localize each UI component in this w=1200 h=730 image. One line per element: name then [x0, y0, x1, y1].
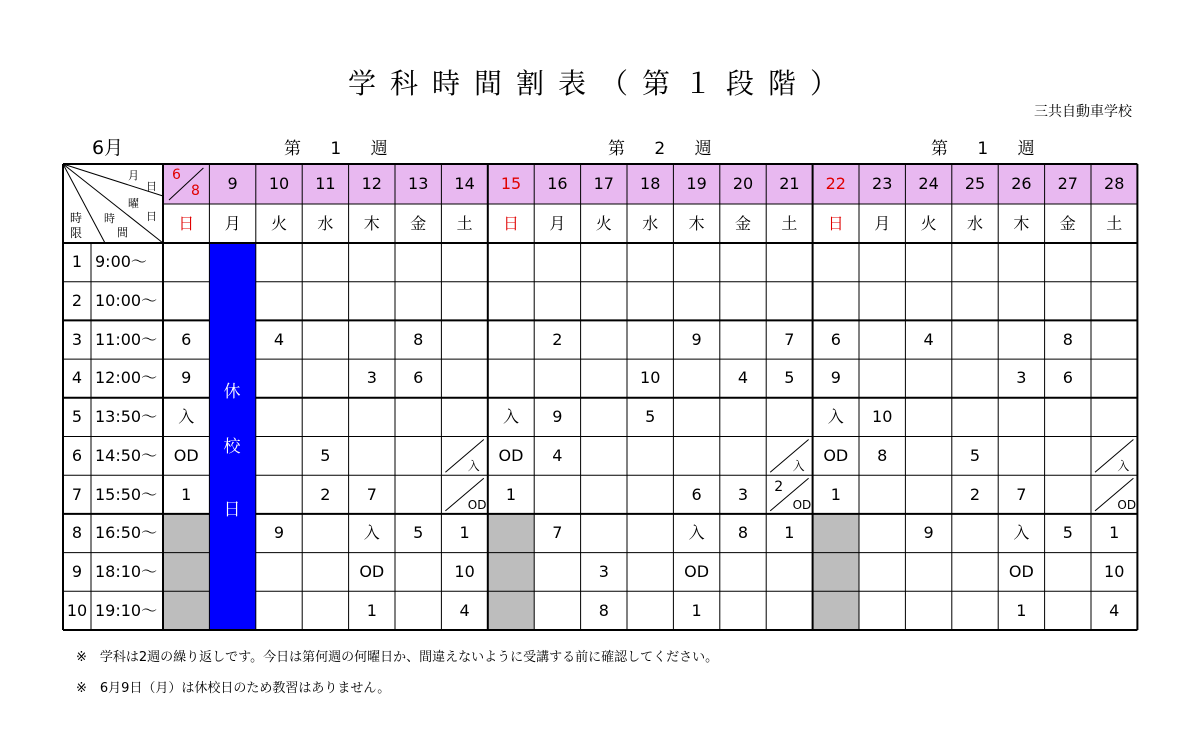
lesson-cell: 7	[552, 523, 563, 543]
gray-block	[488, 514, 534, 630]
weekday-cell: 水	[317, 213, 334, 233]
period-number: 8	[71, 523, 83, 543]
lesson-cell: 入	[178, 407, 195, 427]
lesson-cell: 10	[454, 561, 475, 581]
lesson-cell: 4	[459, 600, 470, 620]
lesson-cell: 4	[923, 329, 934, 349]
lesson-cell: 8	[598, 600, 609, 620]
note-1: ※ 学科は2週の繰り返しです。今日は第何週の何曜日か、間違えないように受講する前に確認してください。	[76, 650, 719, 665]
lesson-cell: OD	[823, 445, 849, 465]
lesson-cell: 10	[1104, 561, 1125, 581]
lesson-cell: 5	[320, 445, 331, 465]
date-cell: 11	[315, 174, 336, 193]
lesson-cell: 3	[366, 368, 377, 388]
lesson-cell: 8	[737, 523, 749, 543]
date-cell: 14	[454, 174, 475, 193]
date-cell: 19	[686, 174, 707, 193]
holiday-label-char: 休	[223, 382, 241, 403]
lesson-cell: 入	[688, 523, 705, 543]
period-time: 11:00～	[95, 329, 158, 349]
date-cell: 16	[547, 174, 568, 193]
date-cell: 17	[593, 174, 614, 193]
lesson-cell: 入	[502, 407, 519, 427]
lesson-cell: 1	[1109, 523, 1120, 543]
period-time: 9:00～	[95, 252, 147, 272]
lesson-cell: 3	[737, 484, 749, 504]
lesson-cell: 10	[640, 368, 661, 388]
corner-weekday-label: 曜	[128, 197, 139, 210]
lesson-cell: 1	[830, 484, 841, 504]
lesson-cell: 9	[923, 523, 934, 543]
date-cell: 12	[361, 174, 382, 193]
lesson-cell: OD	[1008, 561, 1034, 581]
weekday-cell: 日	[502, 213, 519, 233]
corner-weekday-label-2: 日	[146, 210, 157, 223]
period-time: 19:10～	[95, 600, 158, 620]
month-label: 6月	[92, 137, 124, 159]
lesson-cell: 6	[830, 329, 841, 349]
weekday-cell: 金	[734, 213, 751, 233]
lesson-cell: 6	[181, 329, 192, 349]
lesson-cell: 4	[1109, 600, 1120, 620]
lesson-cell: 入	[1013, 523, 1030, 543]
date-cell: 28	[1104, 174, 1125, 193]
period-number: 3	[71, 329, 83, 349]
date-cell: 20	[732, 174, 754, 193]
lesson-cell: OD	[498, 445, 524, 465]
lesson-cell: 1	[505, 484, 517, 504]
lesson-cell: 2	[320, 484, 331, 504]
lesson-cell: 7	[784, 329, 795, 349]
date-cell: 27	[1057, 174, 1078, 193]
period-number: 2	[71, 291, 83, 311]
period-time: 18:10～	[95, 561, 158, 581]
holiday-label-char: 校	[223, 436, 241, 457]
lesson-cell: 4	[737, 368, 749, 388]
lesson-cell: 入	[363, 523, 380, 543]
lesson-cell: OD	[684, 561, 710, 581]
lesson-cell: 10	[872, 407, 893, 427]
split-cell-bottom: OD	[792, 497, 812, 512]
lesson-cell: 5	[645, 407, 656, 427]
first-date-month: 6	[172, 167, 181, 183]
weekday-cell: 火	[270, 213, 287, 233]
lesson-cell: 8	[413, 329, 424, 349]
lesson-cell: 2	[969, 484, 981, 504]
weekday-cell: 土	[781, 213, 798, 233]
split-cell-bottom: 入	[467, 459, 480, 474]
period-time: 12:00～	[95, 368, 158, 388]
weekday-cell: 月	[549, 213, 566, 233]
date-cell: 24	[918, 174, 939, 193]
date-cell: 13	[408, 174, 429, 193]
holiday-label-char: 日	[223, 500, 241, 521]
corner-month-label: 月	[128, 169, 139, 182]
weekday-cell: 水	[966, 213, 983, 233]
period-number: 4	[71, 368, 83, 388]
note-2: ※ 6月9日（月）は休校日のため教習はありません。	[76, 681, 391, 696]
lesson-cell: 5	[969, 445, 981, 465]
date-cell: 23	[872, 174, 893, 193]
period-time: 10:00～	[95, 291, 158, 311]
split-cell-bottom: OD	[467, 497, 487, 512]
weekday-cell: 木	[1013, 213, 1030, 233]
weekday-cell: 金	[410, 213, 427, 233]
week-label-3: 第 1 週	[931, 139, 1047, 159]
lesson-cell: 9	[552, 407, 563, 427]
lesson-cell: 3	[1016, 368, 1027, 388]
lesson-cell: 1	[784, 523, 795, 543]
lesson-cell: 9	[830, 368, 841, 388]
split-cell-top: 2	[774, 479, 784, 496]
lesson-cell: 6	[691, 484, 702, 504]
weekday-cell: 月	[874, 213, 891, 233]
lesson-cell: 1	[691, 600, 702, 620]
first-date-day: 8	[191, 183, 200, 199]
period-number: 7	[71, 484, 83, 504]
weekday-cell: 土	[456, 213, 473, 233]
date-cell: 10	[268, 174, 290, 193]
lesson-cell: 1	[459, 523, 470, 543]
lesson-cell: 6	[413, 368, 424, 388]
lesson-cell: 8	[1062, 329, 1073, 349]
lesson-cell: 7	[1016, 484, 1027, 504]
lesson-cell: 4	[273, 329, 285, 349]
weekday-cell: 水	[642, 213, 659, 233]
date-cell: 9	[227, 174, 238, 193]
lesson-cell: 9	[691, 329, 702, 349]
weekday-cell: 火	[595, 213, 612, 233]
lesson-cell: OD	[173, 445, 199, 465]
date-cell: 15	[500, 174, 522, 193]
period-number: 9	[71, 561, 83, 581]
period-number: 10	[66, 600, 88, 620]
date-cell: 25	[964, 174, 986, 193]
lesson-cell: 入	[827, 407, 844, 427]
period-time: 14:50～	[95, 445, 158, 465]
period-time: 15:50～	[95, 484, 158, 504]
lesson-cell: 5	[1062, 523, 1073, 543]
period-number: 5	[71, 407, 83, 427]
lesson-cell: OD	[359, 561, 385, 581]
split-cell-bottom: 入	[1117, 459, 1130, 474]
lesson-cell: 1	[366, 600, 377, 620]
date-cell: 18	[640, 174, 661, 193]
lesson-cell: 2	[552, 329, 563, 349]
lesson-cell: 3	[598, 561, 609, 581]
corner-time-label: 時	[104, 212, 115, 225]
lesson-cell: 6	[1062, 368, 1073, 388]
lesson-cell: 5	[413, 523, 424, 543]
lesson-cell: 7	[366, 484, 377, 504]
week-label-2: 第 2 週	[608, 139, 724, 159]
weekday-cell: 土	[1106, 213, 1123, 233]
week-label-1: 第 1 週	[284, 139, 400, 159]
lesson-cell: 8	[877, 445, 888, 465]
corner-time-label-2: 間	[117, 226, 128, 239]
weekday-cell: 日	[827, 213, 844, 233]
split-cell-bottom: 入	[792, 459, 805, 474]
lesson-cell: 1	[1016, 600, 1027, 620]
date-cell: 22	[825, 174, 846, 193]
lesson-cell: 5	[784, 368, 795, 388]
corner-day-label: 日	[146, 180, 157, 193]
weekday-cell: 金	[1059, 213, 1076, 233]
period-number: 1	[71, 252, 83, 272]
date-cell: 21	[779, 174, 800, 193]
period-number: 6	[71, 445, 83, 465]
lesson-cell: 4	[552, 445, 563, 465]
lesson-cell: 9	[181, 368, 192, 388]
weekday-cell: 木	[688, 213, 705, 233]
lesson-cell: 1	[181, 484, 192, 504]
gray-block	[813, 514, 859, 630]
corner-period-label-2: 限	[70, 226, 83, 240]
period-time: 13:50～	[95, 407, 158, 427]
split-cell-bottom: OD	[1117, 497, 1137, 512]
lesson-cell: 9	[273, 523, 285, 543]
weekday-cell: 木	[363, 213, 380, 233]
weekday-cell: 月	[224, 213, 241, 233]
weekday-cell: 日	[178, 213, 195, 233]
period-time: 16:50～	[95, 523, 158, 543]
gray-block	[163, 514, 209, 630]
page-title: 学科時間割表（第１段階）	[347, 67, 852, 100]
school-name: 三共自動車学校	[1034, 104, 1132, 120]
weekday-cell: 火	[920, 213, 937, 233]
corner-period-label: 時	[70, 211, 83, 225]
date-cell: 26	[1011, 174, 1032, 193]
